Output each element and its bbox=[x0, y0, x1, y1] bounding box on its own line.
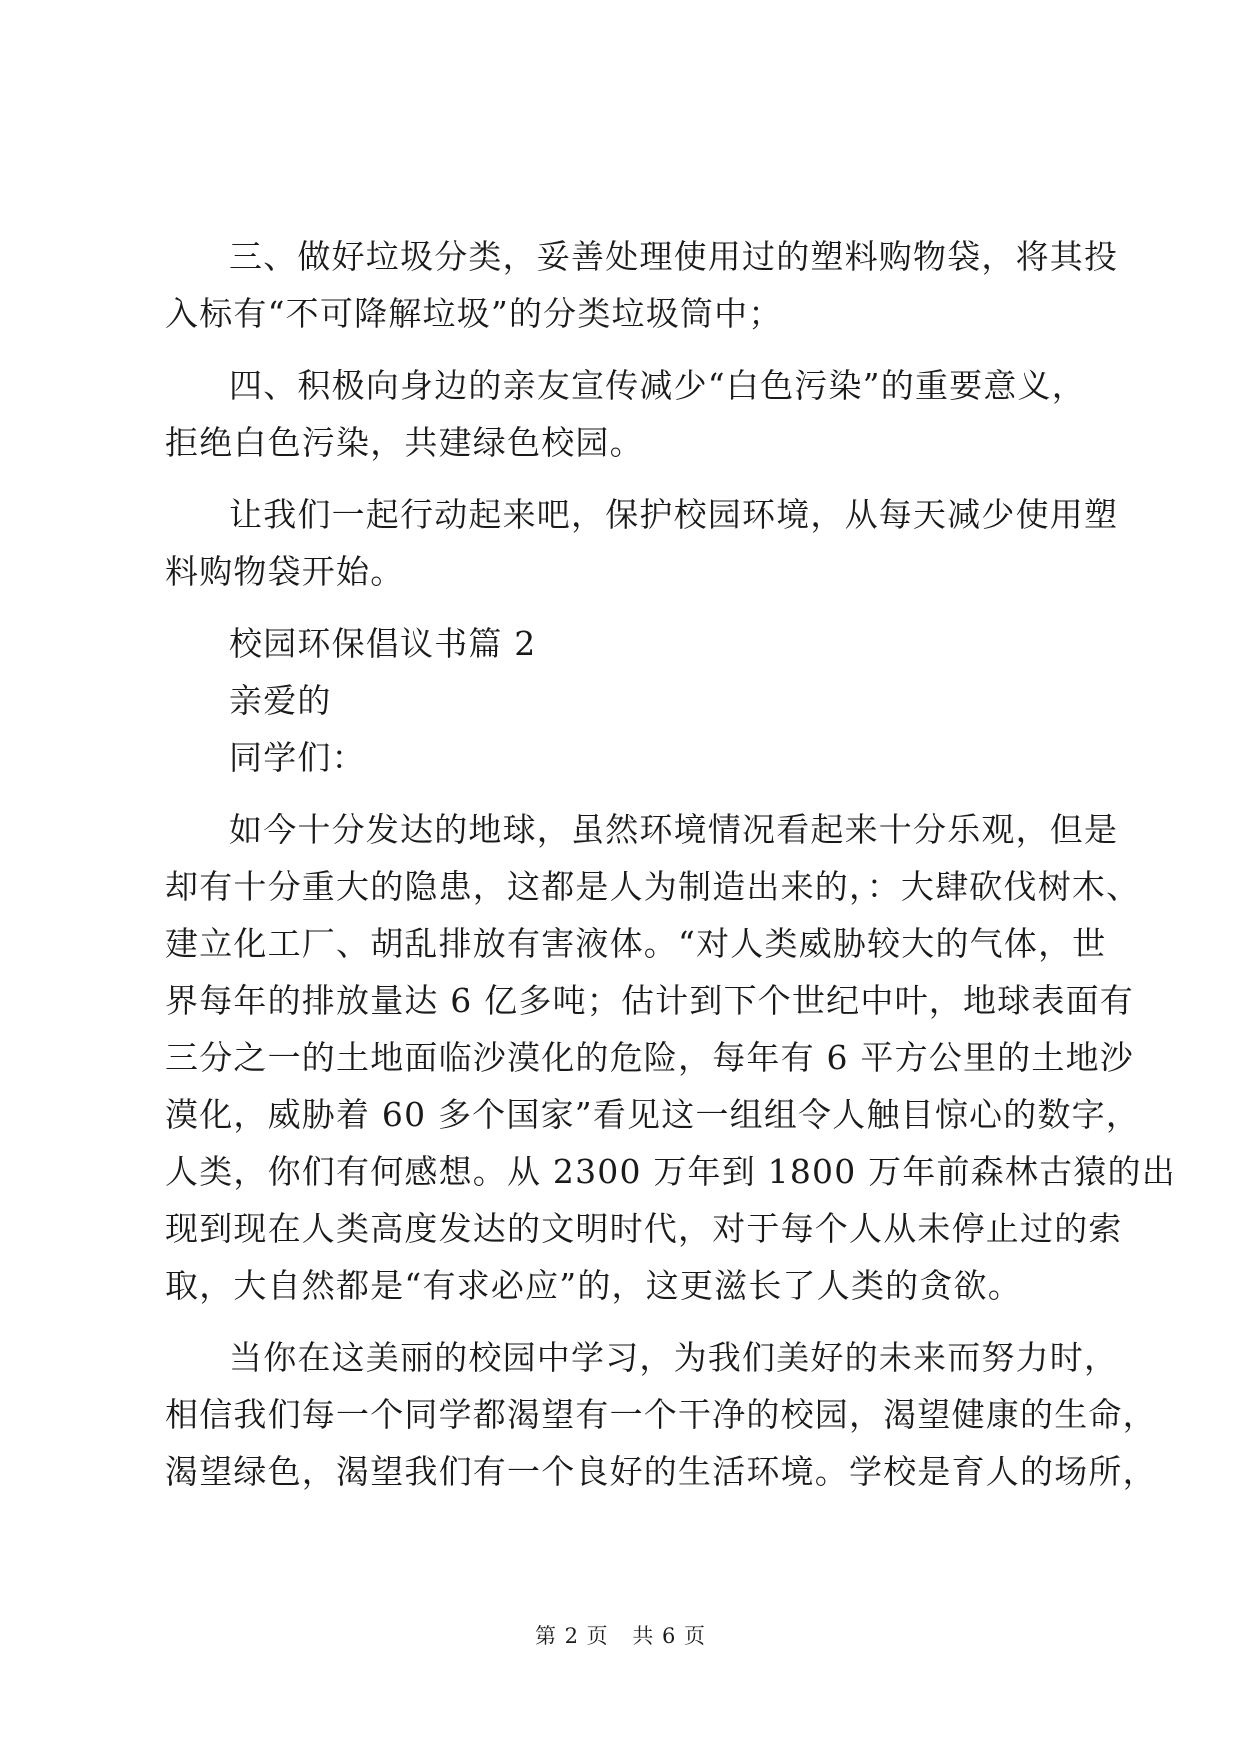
paragraph-line: 却有十分重大的隐患，这都是人为制造出来的，：大肆砍伐树木、 bbox=[165, 867, 1141, 906]
paragraph-line: 拒绝白色污染，共建绿色校园。 bbox=[165, 423, 644, 462]
paragraph-line: 入标有“不可降解垃圾”的分类垃圾筒中； bbox=[165, 294, 783, 333]
paragraph-line: 让我们一起行动起来吧，保护校园环境，从每天减少使用塑 bbox=[229, 495, 1119, 534]
document-body bbox=[165, 228, 1176, 1500]
page-footer bbox=[0, 1622, 1241, 1650]
paragraph-line: 料购物袋开始。 bbox=[165, 552, 405, 591]
paragraph-line: 三、做好垃圾分类，妥善处理使用过的塑料购物袋，将其投 bbox=[229, 237, 1119, 276]
paragraph-line: 相信我们每一个同学都渴望有一个干净的校园，渴望健康的生命， bbox=[165, 1395, 1157, 1434]
salutation-line: 同学们： bbox=[229, 738, 366, 777]
paragraph-line: 三分之一的土地面临沙漠化的危险，每年有 6 平方公里的土地沙 bbox=[165, 1038, 1134, 1077]
paragraph-line: 建立化工厂、胡乱排放有害液体。“对人类威胁较大的气体，世 bbox=[165, 924, 1107, 963]
paragraph-line: 现到现在人类高度发达的文明时代，对于每个人从未停止过的索 bbox=[165, 1209, 1123, 1248]
section-heading: 校园环保倡议书篇 2 bbox=[229, 624, 537, 663]
page-total: 共 6 页 bbox=[632, 1624, 707, 1648]
paragraph-line: 如今十分发达的地球，虽然环境情况看起来十分乐观，但是 bbox=[229, 810, 1119, 849]
paragraph-line: 当你在这美丽的校园中学习，为我们美好的未来而努力时， bbox=[229, 1338, 1119, 1377]
paragraph-line: 四、积极向身边的亲友宣传减少“白色污染”的重要意义， bbox=[229, 366, 1086, 405]
paragraph-line: 取，大自然都是“有求必应”的，这更滋长了人类的贪欲。 bbox=[165, 1266, 1022, 1305]
paragraph-line: 漠化，威胁着 60 多个国家”看见这一组组令人触目惊心的数字， bbox=[165, 1095, 1141, 1134]
page-number: 第 2 页 bbox=[534, 1624, 609, 1648]
paragraph-line: 渴望绿色，渴望我们有一个良好的生活环境。学校是育人的场所， bbox=[165, 1452, 1157, 1491]
paragraph-line: 人类，你们有何感想。从 2300 万年到 1800 万年前森林古猿的出 bbox=[165, 1152, 1176, 1191]
salutation-line: 亲爱的 bbox=[229, 681, 332, 720]
paragraph-line: 界每年的排放量达 6 亿多吨；估计到下个世纪中叶，地球表面有 bbox=[165, 981, 1134, 1020]
